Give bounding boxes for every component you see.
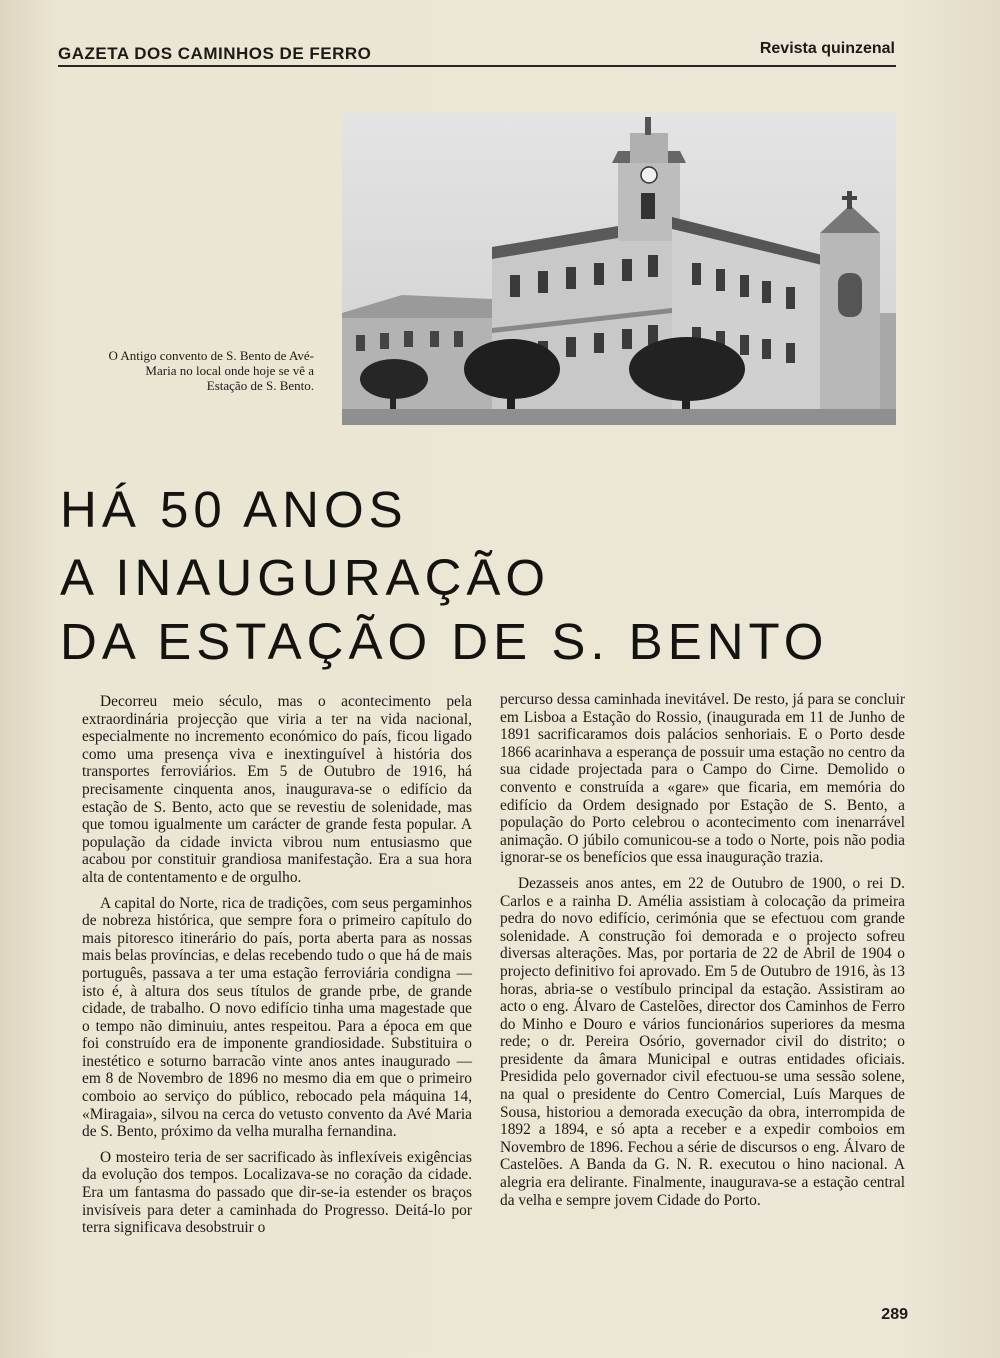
article-paragraph: Dezasseis anos antes, em 22 de Outubro de 1900, o rei D. Carlos e a rainha D. Amélia assistiam à colocação da primeira pedra do novo edifício, cerimónia que se efectuou com grande solenidade. A construção foi demorada e o projecto sofreu diversas alterações. Mas, por portaria de 22 de Abril de 1904 o projecto definitivo foi aprovado. Em 5 de Outubro de 1916, às 13 horas, abria-se o vestíbulo principal da estação. Assistiram ao acto o eng. Álvaro de Castelões, director dos Caminhos de Ferro do Minho e Douro e vários funcionários superiores da mesma rede; o dr. Pereira Osório, governador civil do distrito; o presidente da âmara Municipal e outras entidades oficiais. Presidida pelo governador civil efectuou-se uma sessão solene, na qual o presidente do Centro Comercial, Luís Marques de Sousa, historiou a demorada execução da obra, interrompida de 1892 a 1894, e só apta a receber e a expedir comboios em Novembro de 1896. Fechou a série de discursos o eng. Álvaro de Castelões. A Banda da G. N. R. executou o hino nacional. A alegria era delirante. Finalmente, inaugurava-se a estação central da velha e sempre jovem Cidade do Porto. xyxy=(500,874,905,1209)
convent-photo xyxy=(342,113,896,425)
article-paragraph: O mosteiro teria de ser sacrificado às inflexíveis exigências da evolução dos tempos. Localizava-se no coração da cidade. Era um fantasma do passado que dir-se-ia estender os braços invisíveis para deter a caminhada do Progresso. Deitá-lo por terra significava desobstruir o xyxy=(82,1148,472,1237)
article-paragraph: Decorreu meio século, mas o acontecimento pela extraordinária projecção que viria a ter na vida nacional, especialmente no incremento económico do país, ficou ligado como uma presença viva e inextinguível à história dos transportes ferroviários. Em 5 de Outubro de 1916, há precisamente cinquenta anos, inaugurava-se o edifício da estação de S. Bento, acto que se revestiu de solenidade, mas que tomou igualmente um carácter de grande festa popular. A população da cidade invicta vibrou num entusiasmo que acabou por constituir grandiosa manifestação. Era a sua hora alta de contentamento e de orgulho. xyxy=(82,693,472,886)
page-number: 289 xyxy=(881,1306,908,1323)
photo-caption: O Antigo convento de S. Bento de Avé-Maria no local onde hoje se vê a Estação de S. Bento. xyxy=(108,348,314,393)
publication-title: GAZETA DOS CAMINHOS DE FERRO xyxy=(58,44,372,63)
headline-line-2: A INAUGURAÇÃO xyxy=(60,549,551,606)
article-column-left xyxy=(82,693,472,1245)
publication-subtitle: Revista quinzenal xyxy=(759,40,895,57)
article-paragraph: percurso dessa caminhada inevitável. De resto, já para se concluir em Lisboa a Estação do Rossio, (inaugurada em 11 de Junho de 1891 sacrificaramos dois palácios senhoriais. E o Porto desde 1866 acarinhava a esperança de possuir uma estação no centro da sua cidade projectada para o Campo do Cirne. Demolido o convento e construída a «gare» que ficaria, em memória do edifício da Ordem designado por Estação de S. Bento, a população do Porto celebrou o acontecimento com inenarrável animação. O júbilo comunicou-se a todo o Norte, pois não podia ignorar-se os benefícios que essa inauguração trazia. xyxy=(500,691,905,867)
article-paragraph: A capital do Norte, rica de tradições, com seus pergaminhos de nobreza histórica, que sempre fora o primeiro capítulo do mais pitoresco itinerário do país, porta aberta para as nossas mais belas províncias, e delas recebendo tudo o que há de mais português, passava a ter uma estação ferroviária condigna — isto é, à altura dos seus títulos de grande prbe, de grande cidade, de trabalho. O novo edifício tinha uma magestade que o tempo não diminuiu, antes respeitou. Para a época em que foi construído era de imponente grandiosidade. Substituira o inestético e soturno barracão vinte anos antes inaugurado — em 8 de Novembro de 1896 no mesmo dia em que o primeiro comboio ao serviço do público, rebocado pela máquina 14, «Miragaia», silvou na cerca do vetusto convento da Avé Maria de S. Bento, próximo da velha muralha fernandina. xyxy=(82,894,472,1141)
headline-line-1: HÁ 50 ANOS xyxy=(60,481,408,538)
header-rule xyxy=(58,65,896,67)
convent-illustration xyxy=(342,113,896,425)
article-column-right xyxy=(500,691,905,1217)
headline-line-3: DA ESTAÇÃO DE S. BENTO xyxy=(60,613,829,670)
